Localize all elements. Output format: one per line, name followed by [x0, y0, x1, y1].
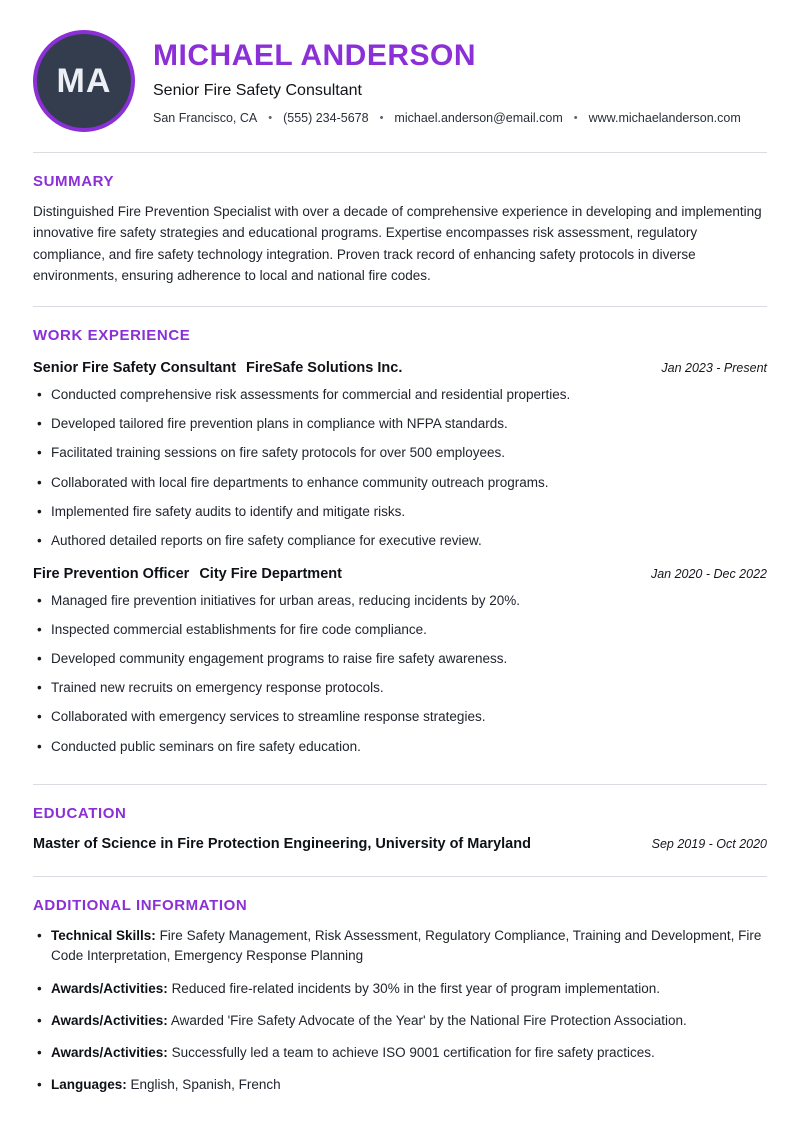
job-company: FireSafe Solutions Inc.	[246, 360, 403, 377]
contact-phone: (555) 234-5678	[283, 111, 369, 125]
bullet-item: • Inspected commercial establishments for fire code compliance.	[33, 620, 767, 640]
info-item	[33, 1011, 767, 1031]
separator-dot-icon: •	[573, 112, 578, 124]
separator-dot-icon: •	[379, 112, 384, 124]
info-text: Awarded 'Fire Safety Advocate of the Year' by the National Fire Protection Association.	[170, 1012, 687, 1028]
separator-dot-icon: •	[268, 112, 273, 124]
summary-heading: SUMMARY	[33, 173, 115, 190]
header-info	[153, 30, 741, 125]
additional-information-heading: ADDITIONAL INFORMATION	[33, 897, 248, 915]
info-item	[33, 926, 767, 967]
bullet-item: • Collaborated with emergency services to streamline response strategies.	[33, 707, 767, 727]
section-divider	[33, 784, 767, 785]
job-dates: Jan 2023 - Present	[661, 361, 767, 376]
info-label: Languages:	[51, 1077, 127, 1093]
info-text: Fire Safety Management, Risk Assessment, Regulatory Compliance, Training and Development, Fire Code Interpretation, Emergency Response Planning	[51, 928, 762, 964]
bullet-item: • Managed fire prevention initiatives for urban areas, reducing incidents by 20%.	[33, 591, 767, 611]
info-label: Awards/Activities:	[51, 1045, 168, 1061]
contact-email-link[interactable]: michael.anderson@email.com	[394, 111, 563, 125]
summary-text: Distinguished Fire Prevention Specialist with over a decade of comprehensive experience in developing and implementing innovative fire safety strategies and educational programs. Expertise encompasses risk assessment, regulatory compliance, and fire safety technology integration. Proven track record of enhancing safety protocols in diverse environments, ensuring adherence to local and national fire codes.	[33, 204, 762, 283]
job-title: Fire Prevention Officer	[33, 566, 190, 583]
job-bullet-list	[33, 385, 767, 550]
education-degree: Master of Science in Fire Protection Engineering, University of Maryland	[33, 836, 531, 853]
info-item	[33, 1043, 767, 1063]
bullet-item: • Trained new recruits on emergency response protocols.	[33, 678, 767, 698]
job-title-line	[33, 566, 342, 582]
avatar	[33, 30, 135, 132]
bullet-item: • Conducted comprehensive risk assessments for commercial and residential properties.	[33, 385, 767, 405]
avatar-initials: MA	[56, 61, 112, 100]
education-section	[33, 805, 767, 852]
info-label: Awards/Activities:	[51, 980, 168, 996]
section-divider	[33, 306, 767, 307]
info-label: Awards/Activities:	[51, 1012, 168, 1028]
job-bullet-list	[33, 591, 767, 756]
contact-website-link[interactable]: www.michaelanderson.com	[588, 111, 741, 125]
job-dates: Jan 2020 - Dec 2022	[650, 567, 767, 582]
bullet-item: • Implemented fire safety audits to identify and mitigate risks.	[33, 502, 767, 522]
work-experience-section	[33, 327, 767, 756]
info-item	[33, 979, 767, 999]
additional-info-list	[33, 926, 767, 1096]
info-text: Successfully led a team to achieve ISO 9001 certification for fire safety practices.	[171, 1045, 655, 1061]
contact-location: San Francisco, CA	[153, 111, 258, 125]
header	[33, 30, 767, 132]
bullet-item: • Developed community engagement programs to raise fire safety awareness.	[33, 649, 767, 669]
bullet-item: • Conducted public seminars on fire safety education.	[33, 737, 767, 757]
info-text: Reduced fire-related incidents by 30% in the first year of program implementation.	[171, 980, 661, 996]
bullet-item: • Collaborated with local fire departments to enhance community outreach programs.	[33, 473, 767, 493]
job-header	[33, 360, 767, 376]
info-label: Technical Skills:	[51, 928, 156, 944]
job-entry	[33, 360, 767, 550]
candidate-name: MICHAEL ANDERSON	[153, 39, 477, 72]
contact-row	[153, 111, 741, 125]
summary-section	[33, 173, 767, 286]
job-title-line	[33, 360, 402, 376]
job-company: City Fire Department	[199, 566, 342, 583]
candidate-title: Senior Fire Safety Consultant	[153, 82, 362, 99]
education-heading: EDUCATION	[33, 805, 127, 823]
work-experience-heading: WORK EXPERIENCE	[33, 327, 191, 345]
bullet-item: • Authored detailed reports on fire safety compliance for executive review.	[33, 531, 767, 551]
education-dates: Sep 2019 - Oct 2020	[651, 837, 767, 852]
education-entry	[33, 836, 767, 852]
job-header	[33, 566, 767, 582]
job-title: Senior Fire Safety Consultant	[33, 360, 237, 377]
info-item	[33, 1075, 767, 1095]
info-text: English, Spanish, French	[130, 1077, 281, 1093]
bullet-item: • Facilitated training sessions on fire safety protocols for over 500 employees.	[33, 443, 767, 463]
section-divider	[33, 876, 767, 877]
additional-information-section	[33, 897, 767, 1096]
section-divider	[33, 152, 767, 153]
job-entry	[33, 566, 767, 756]
bullet-item: • Developed tailored fire prevention plans in compliance with NFPA standards.	[33, 414, 767, 434]
